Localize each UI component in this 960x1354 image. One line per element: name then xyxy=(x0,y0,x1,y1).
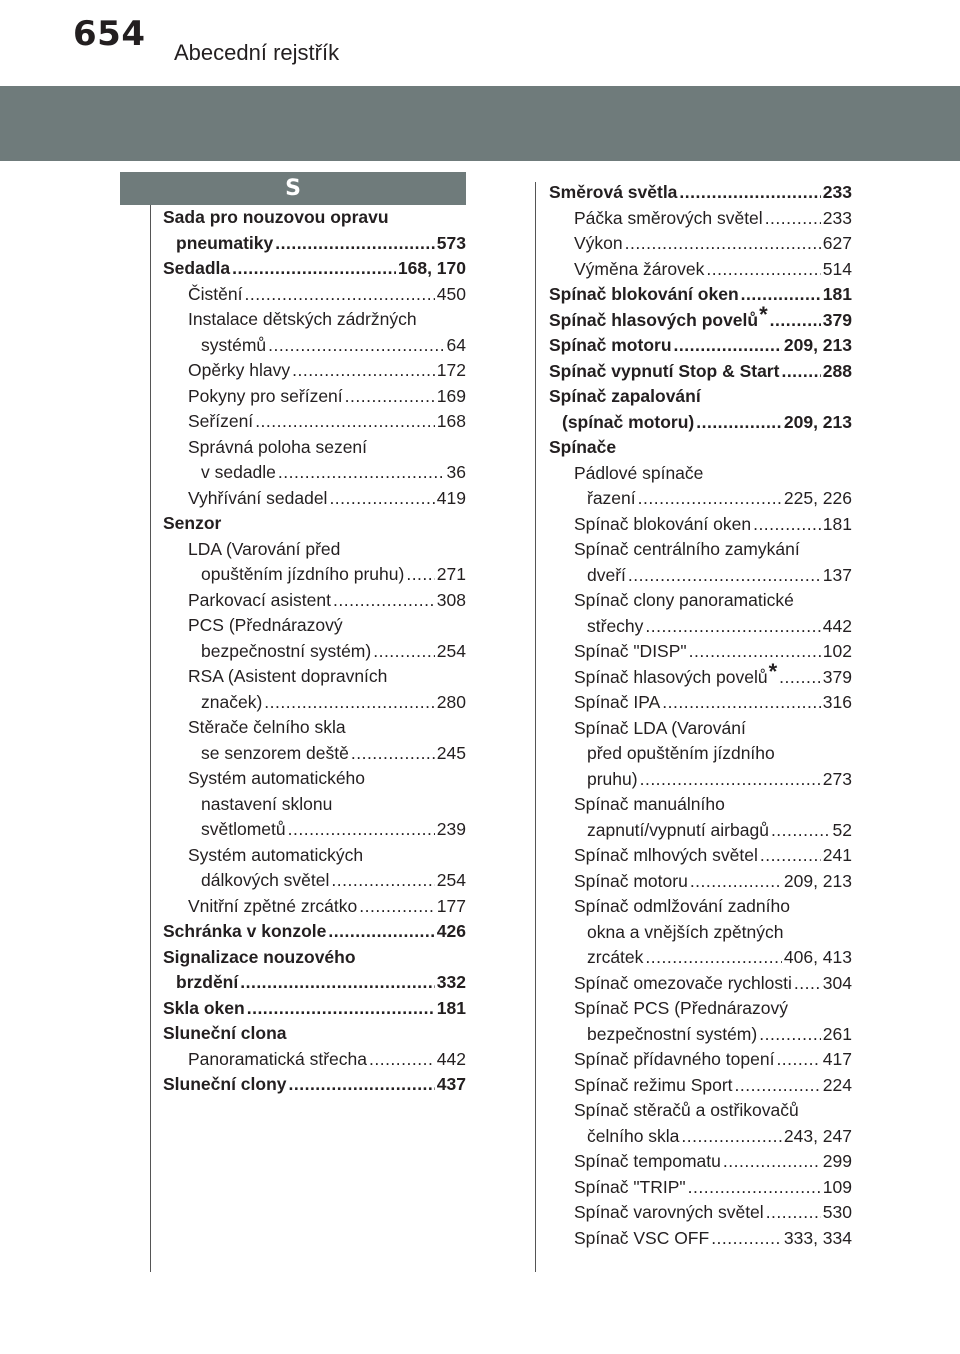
page-number: 654 xyxy=(73,14,146,54)
index-entry xyxy=(163,1072,466,1098)
index-entry xyxy=(163,409,466,435)
dot-leader xyxy=(688,1175,821,1201)
entry-term: dálkových světel xyxy=(201,870,330,890)
dot-leader xyxy=(759,1022,821,1048)
entry-term: Opěrky hlavy xyxy=(188,360,291,380)
entry-term: Stěrače čelního skla xyxy=(188,717,346,737)
entry-term: se senzorem deště xyxy=(201,742,349,763)
dot-leader xyxy=(369,1047,435,1073)
page-reference: 177 xyxy=(436,895,466,916)
dot-leader xyxy=(690,869,782,895)
index-entry xyxy=(163,945,466,996)
dot-leader xyxy=(696,410,782,436)
entry-term: Spínač manuálního xyxy=(574,794,725,814)
index-entry xyxy=(549,792,852,843)
entry-term: Spínač hlasových povelů xyxy=(549,309,759,330)
column-divider-right xyxy=(535,182,536,1272)
page-reference: 181 xyxy=(822,513,852,534)
entry-term: zapnutí/vypnutí airbagů xyxy=(587,819,769,840)
index-entry xyxy=(549,512,852,538)
dot-leader xyxy=(723,1149,821,1175)
dot-leader xyxy=(779,665,821,691)
page-reference: 426 xyxy=(436,921,466,941)
page-reference: 442 xyxy=(436,1048,466,1069)
entry-term: Signalizace nouzového xyxy=(163,946,356,967)
index-entry xyxy=(163,486,466,512)
index-entry xyxy=(163,1047,466,1073)
page-reference: 233 xyxy=(822,182,852,202)
page-reference: 442 xyxy=(822,615,852,636)
page-reference: 273 xyxy=(822,768,852,789)
dot-leader xyxy=(264,690,435,716)
page-reference: 271 xyxy=(436,564,466,584)
page-reference: 137 xyxy=(822,564,852,585)
index-entry xyxy=(163,384,466,410)
dot-leader xyxy=(345,384,435,410)
entry-term: Spínač omezovače rychlosti xyxy=(574,972,792,993)
index-entry xyxy=(163,511,466,537)
page-reference: 52 xyxy=(832,819,852,840)
page-reference: 333, 334 xyxy=(783,1227,852,1248)
page-reference: 239 xyxy=(436,819,466,839)
index-entry xyxy=(163,358,466,384)
page-reference: 627 xyxy=(822,233,852,253)
page-reference: 406, 413 xyxy=(783,947,852,967)
page-reference: 109 xyxy=(822,1176,852,1197)
index-entry xyxy=(549,435,852,461)
dot-leader xyxy=(771,818,831,844)
page-reference: 209, 213 xyxy=(783,335,852,355)
dot-leader xyxy=(711,1226,782,1252)
dot-leader xyxy=(628,563,821,589)
dot-leader xyxy=(735,1073,821,1099)
index-entry xyxy=(163,307,466,358)
dot-leader xyxy=(288,817,435,843)
entry-term: Spínač PCS (Přednárazový xyxy=(574,998,788,1018)
index-entry xyxy=(163,843,466,894)
index-entry xyxy=(549,869,852,895)
entry-term: Spínač centrálního zamykání xyxy=(574,539,800,559)
page-reference: 379 xyxy=(822,666,852,687)
page-reference: 102 xyxy=(822,641,852,661)
entry-term: Výměna žárovek xyxy=(574,258,705,279)
index-entry xyxy=(163,435,466,486)
dot-leader xyxy=(770,308,821,334)
index-entry xyxy=(549,1073,852,1099)
page-reference: 417 xyxy=(822,1049,852,1069)
index-entry xyxy=(163,282,466,308)
index-entry xyxy=(549,716,852,793)
page-reference: 172 xyxy=(436,360,466,380)
dot-leader xyxy=(645,945,781,971)
footnote-asterisk: * xyxy=(759,301,768,327)
entry-term: pruhu) xyxy=(587,768,638,789)
dot-leader xyxy=(232,256,396,282)
entry-term: LDA (Varování před xyxy=(188,538,341,559)
column-divider-left xyxy=(150,205,151,1272)
entry-term: Schránka v konzole xyxy=(163,921,327,941)
index-entry xyxy=(549,257,852,283)
header-band xyxy=(0,86,960,161)
dot-leader xyxy=(240,970,435,996)
dot-leader xyxy=(753,512,821,538)
index-entry xyxy=(549,231,852,257)
entry-term: Vyhřívání sedadel xyxy=(188,487,328,508)
page-reference: 181 xyxy=(822,284,852,304)
page-reference: 243, 247 xyxy=(783,1125,852,1146)
dot-leader xyxy=(289,1072,435,1098)
entry-term: Spínač hlasových povelů xyxy=(574,666,768,687)
dot-leader xyxy=(329,486,434,512)
index-entry xyxy=(163,664,466,715)
dot-leader xyxy=(645,614,820,640)
dot-leader xyxy=(776,1047,820,1073)
index-entry xyxy=(549,333,852,359)
index-entry xyxy=(163,919,466,945)
index-entry xyxy=(549,461,852,512)
page-reference: 168, 170 xyxy=(397,258,466,278)
page-reference: 36 xyxy=(446,462,466,482)
entry-term: bezpečnostní systém) xyxy=(587,1023,758,1044)
entry-term: Spínač režimu Sport xyxy=(574,1074,733,1095)
dot-leader xyxy=(681,1124,781,1150)
index-entry xyxy=(163,894,466,920)
dot-leader xyxy=(706,257,820,283)
index-entry xyxy=(549,206,852,232)
section-letter-tab: S xyxy=(120,172,466,205)
dot-leader xyxy=(760,843,821,869)
entry-term: Systém automatického xyxy=(188,768,366,788)
entry-term: Spínač LDA (Varování xyxy=(574,717,746,738)
entry-term: Páčka směrových světel xyxy=(574,207,763,228)
page-reference: 530 xyxy=(822,1202,852,1222)
page-reference: 316 xyxy=(822,692,852,712)
entry-term: Pokyny pro seřízení xyxy=(188,385,343,406)
entry-term: Parkovací asistent xyxy=(188,589,331,610)
index-entry xyxy=(549,971,852,997)
dot-leader xyxy=(640,767,821,793)
dot-leader xyxy=(331,868,434,894)
dot-leader xyxy=(359,894,435,920)
entry-term: Sedadla xyxy=(163,258,231,278)
index-entry xyxy=(163,1021,466,1047)
dot-leader xyxy=(689,639,821,665)
entry-term: Spínač varovných světel xyxy=(574,1202,764,1222)
dot-leader xyxy=(255,409,435,435)
index-entry xyxy=(549,1200,852,1226)
entry-term: pneumatiky xyxy=(176,232,274,253)
dot-leader xyxy=(268,333,444,359)
page-reference: 225, 226 xyxy=(783,488,852,508)
page-reference: 233 xyxy=(822,207,852,228)
entry-term: Spínač tempomatu xyxy=(574,1151,721,1171)
index-entry xyxy=(549,658,852,691)
index-entry xyxy=(549,282,852,308)
page-reference: 224 xyxy=(822,1074,852,1095)
entry-term: Sada pro nouzovou opravu xyxy=(163,207,389,227)
entry-term: Spínač motoru xyxy=(549,335,672,355)
page-reference: 209, 213 xyxy=(783,411,852,432)
index-entry xyxy=(163,766,466,843)
entry-term: Sluneční clona xyxy=(163,1023,287,1043)
entry-term: Spínač zapalování xyxy=(549,386,701,406)
dot-leader xyxy=(765,206,821,232)
entry-term: Spínač "DISP" xyxy=(574,641,687,661)
page-reference: 241 xyxy=(822,845,852,865)
dot-leader xyxy=(781,359,820,385)
index-entry xyxy=(163,537,466,588)
chapter-title: Abecední rejstřík xyxy=(174,40,340,65)
dot-leader xyxy=(674,333,782,359)
index-column-left xyxy=(163,205,466,1098)
index-entry xyxy=(549,1047,852,1073)
index-entry xyxy=(549,996,852,1047)
page-reference: 261 xyxy=(822,1023,852,1044)
entry-term: značek) xyxy=(201,691,263,712)
entry-term: systémů xyxy=(201,334,267,355)
entry-term: řazení xyxy=(587,488,636,508)
entry-term: RSA (Asistent dopravních xyxy=(188,666,388,686)
dot-leader xyxy=(292,358,435,384)
page-reference: 288 xyxy=(822,360,852,381)
entry-term: střechy xyxy=(587,615,644,636)
page-reference: 514 xyxy=(822,258,852,279)
page-reference: 304 xyxy=(822,972,852,993)
page-reference: 450 xyxy=(436,283,466,304)
dot-leader xyxy=(741,282,821,308)
index-entry xyxy=(549,301,852,334)
index-entry xyxy=(549,1149,852,1175)
entry-term: nastavení sklonu xyxy=(201,793,333,814)
page-reference: 254 xyxy=(436,640,466,661)
entry-term: Spínač VSC OFF xyxy=(574,1227,710,1248)
dot-leader xyxy=(244,282,434,308)
entry-term: Spínač přídavného topení xyxy=(574,1049,775,1069)
dot-leader xyxy=(373,639,435,665)
index-entry xyxy=(163,996,466,1022)
entry-term: Čistění xyxy=(188,283,243,304)
page-reference: 168 xyxy=(436,411,466,431)
entry-term: Sluneční clony xyxy=(163,1074,287,1094)
page-reference: 181 xyxy=(436,997,466,1018)
index-entry xyxy=(163,256,466,282)
entry-term: Panoramatická střecha xyxy=(188,1048,367,1069)
dot-leader xyxy=(794,971,821,997)
entry-term: Spínač clony panoramatické xyxy=(574,590,794,610)
index-entry xyxy=(549,537,852,588)
index-entry xyxy=(163,613,466,664)
dot-leader xyxy=(766,1200,821,1226)
entry-term: dveří xyxy=(587,564,626,585)
index-entry xyxy=(549,843,852,869)
entry-term: Spínač vypnutí Stop & Start xyxy=(549,360,780,381)
entry-term: Spínač blokování oken xyxy=(549,284,739,304)
entry-term: Spínač "TRIP" xyxy=(574,1176,686,1197)
entry-term: Spínač odmlžování zadního xyxy=(574,896,790,916)
dot-leader xyxy=(625,231,821,257)
index-entry xyxy=(163,205,466,256)
page-reference: 169 xyxy=(436,385,466,406)
entry-term: Směrová světla xyxy=(549,182,678,202)
page-reference: 299 xyxy=(822,1151,852,1171)
entry-term: zrcátek xyxy=(587,947,644,967)
footnote-asterisk: * xyxy=(768,658,778,684)
index-entry xyxy=(549,690,852,716)
dot-leader xyxy=(328,919,434,945)
entry-term: Spínač mlhových světel xyxy=(574,845,758,865)
page-reference: 419 xyxy=(436,487,466,508)
entry-term: Spínač IPA xyxy=(574,692,661,712)
entry-term: Pádlové spínače xyxy=(574,462,704,483)
entry-term: PCS (Přednárazový xyxy=(188,615,343,635)
entry-term: (spínač motoru) xyxy=(562,411,695,432)
index-entry xyxy=(549,180,852,206)
dot-leader xyxy=(679,180,820,206)
entry-term: Správná poloha sezení xyxy=(188,436,368,457)
index-entry xyxy=(549,639,852,665)
index-column-right xyxy=(549,180,852,1251)
index-entry xyxy=(549,1226,852,1252)
index-entry xyxy=(549,359,852,385)
dot-leader xyxy=(278,460,445,486)
index-entry xyxy=(163,588,466,614)
index-entry xyxy=(549,1175,852,1201)
page-reference: 573 xyxy=(436,232,466,253)
dot-leader xyxy=(333,588,435,614)
entry-term: v sedadle xyxy=(201,462,276,482)
entry-term: okna a vnějších zpětných xyxy=(587,921,784,942)
index-entry xyxy=(549,384,852,435)
index-entry xyxy=(163,715,466,766)
dot-leader xyxy=(406,562,434,588)
entry-term: Spínač motoru xyxy=(574,870,688,891)
entry-term: Senzor xyxy=(163,513,222,533)
entry-term: brzdění xyxy=(176,972,239,992)
page-reference: 209, 213 xyxy=(783,870,852,891)
dot-leader xyxy=(662,690,821,716)
entry-term: Spínače xyxy=(549,437,617,457)
page-reference: 280 xyxy=(436,691,466,712)
page-reference: 437 xyxy=(436,1074,466,1094)
entry-term: Výkon xyxy=(574,233,623,253)
entry-term: čelního skla xyxy=(587,1125,680,1146)
entry-term: Systém automatických xyxy=(188,844,364,865)
dot-leader xyxy=(638,486,782,512)
entry-term: Seřízení xyxy=(188,411,254,431)
page-reference: 332 xyxy=(436,972,466,992)
entry-term: bezpečnostní systém) xyxy=(201,640,372,661)
index-entry xyxy=(549,894,852,971)
dot-leader xyxy=(275,231,435,257)
entry-term: opuštěním jízdního pruhu) xyxy=(201,564,405,584)
dot-leader xyxy=(351,741,435,767)
entry-term: světlometů xyxy=(201,819,286,839)
page-reference: 308 xyxy=(436,589,466,610)
entry-term: Spínač stěračů a ostřikovačů xyxy=(574,1100,799,1120)
entry-term: před opuštěním jízdního xyxy=(587,743,775,763)
page-header xyxy=(0,0,960,78)
entry-term: Spínač blokování oken xyxy=(574,513,752,534)
index-entry xyxy=(549,1098,852,1149)
page-reference: 254 xyxy=(436,870,466,890)
dot-leader xyxy=(247,996,435,1022)
page-reference: 379 xyxy=(822,309,852,330)
entry-term: Skla oken xyxy=(163,997,245,1018)
page-reference: 64 xyxy=(446,334,466,355)
page-reference: 245 xyxy=(436,742,466,763)
entry-term: Vnitřní zpětné zrcátko xyxy=(188,895,358,916)
index-entry xyxy=(549,588,852,639)
entry-term: Instalace dětských zádržných xyxy=(188,309,417,329)
